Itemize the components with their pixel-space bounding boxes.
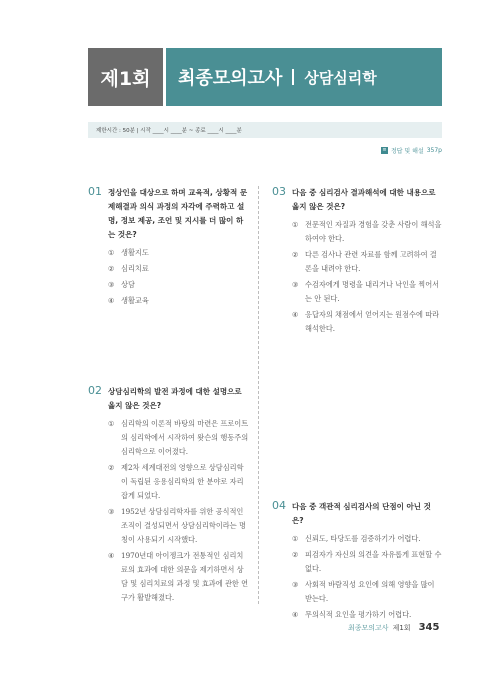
option-item: [108, 505, 250, 547]
option-item: [292, 308, 442, 336]
option-mark: ④: [108, 296, 115, 305]
option-list: [108, 246, 250, 308]
option-text: 피검자가 자신의 의견을 자유롭게 표현할 수 없다.: [305, 550, 442, 573]
option-mark: ②: [108, 463, 115, 472]
option-text: 생활교육: [121, 296, 149, 305]
option-mark: ③: [292, 580, 299, 589]
option-mark: ③: [108, 507, 115, 516]
question-1: [88, 186, 250, 310]
option-list: [108, 417, 250, 605]
option-mark: ④: [108, 551, 115, 560]
time-limit-text: 제한시간 : 50분 | 시작 ____시 ____분 ~ 종료 ____시 ____분: [96, 128, 242, 134]
answer-reference: [381, 146, 442, 155]
subject-title: 상담심리학: [304, 68, 377, 87]
question-text: 다음 중 심리검사 결과해석에 대한 내용으로 옳지 않은 것은?: [292, 188, 436, 211]
option-text: 수검자에게 명령을 내리거나 낙인을 찍어서는 안 된다.: [305, 280, 440, 303]
question-4: [272, 500, 442, 624]
option-item: [108, 246, 250, 260]
option-text: 심리치료: [121, 264, 149, 273]
option-list: [292, 218, 442, 336]
option-mark: ④: [292, 310, 299, 319]
option-item: [292, 218, 442, 246]
option-item: [292, 578, 442, 606]
question-number: 02: [88, 384, 102, 397]
option-mark: ②: [292, 250, 299, 259]
answer-ref-page: 357p: [426, 147, 442, 154]
option-list: [292, 532, 442, 622]
round-badge: [88, 48, 163, 106]
question-text: 다음 중 객관적 심리검사의 단점이 아닌 것은?: [292, 502, 431, 525]
option-text: 생활지도: [121, 248, 149, 257]
page-title: 최종모의고사: [178, 68, 283, 89]
option-item: [108, 262, 250, 276]
time-limit-bar: [88, 122, 442, 138]
column-divider: [258, 186, 259, 604]
title-banner: [166, 48, 442, 106]
option-item: [108, 278, 250, 292]
option-text: 심리학의 이론적 바탕의 마련은 프로이트의 심리학에서 시작하여 왓슨의 행동주의 심리학으로 이어졌다.: [121, 419, 249, 456]
option-mark: ①: [292, 534, 299, 543]
page-number: 345: [418, 622, 440, 633]
option-mark: ②: [292, 550, 299, 559]
option-text: 1970년대 아이젱크가 전통적인 심리치료의 효과에 대한 의문을 제기하면서 상담 및 심리치료의 과정 및 효과에 관한 연구가 활발해졌다.: [121, 551, 249, 602]
answer-ref-label: 정답 및 해설: [390, 148, 424, 155]
option-mark: ③: [108, 280, 115, 289]
option-item: [108, 417, 250, 459]
option-item: [108, 461, 250, 503]
title-separator: [292, 69, 294, 85]
option-text: 무의식적 요인을 평가하기 어렵다.: [305, 610, 412, 619]
question-number: 01: [88, 185, 102, 198]
page-footer: [348, 622, 439, 633]
option-item: [292, 278, 442, 306]
option-text: 상담: [121, 280, 135, 289]
question-3: [272, 186, 442, 338]
book-icon: ≡: [382, 147, 387, 153]
option-item: [108, 294, 250, 308]
option-text: 다른 검사나 관련 자료를 함께 고려하여 결론을 내려야 한다.: [305, 250, 437, 273]
option-text: 전문적인 자질과 경험을 갖춘 사람이 해석을 하여야 한다.: [305, 220, 442, 243]
question-text: 상담심리학의 발전 과정에 대한 설명으로 옳지 않은 것은?: [108, 387, 242, 410]
question-2: [88, 385, 250, 607]
question-number: 04: [272, 499, 286, 512]
option-text: 응답자의 채점에서 얻어지는 원점수에 따라 해석한다.: [305, 310, 440, 333]
option-item: [108, 549, 250, 605]
question-number: 03: [272, 185, 286, 198]
option-item: [292, 248, 442, 276]
footer-label: 최종모의고사: [348, 624, 389, 632]
footer-round: 제1회: [392, 624, 411, 632]
option-mark: ①: [108, 248, 115, 257]
option-text: 1952년 상담심리학자를 위한 공식적인 조직이 결성되면서 상담심리학이라는 명칭이 사용되기 시작했다.: [121, 507, 246, 544]
option-text: 신뢰도, 타당도를 검증하기가 어렵다.: [305, 534, 421, 543]
option-mark: ②: [108, 264, 115, 273]
option-mark: ③: [292, 280, 299, 289]
option-text: 사회적 바람직성 요인에 의해 영향을 많이 받는다.: [305, 580, 435, 603]
option-mark: ①: [108, 419, 115, 428]
option-item: [292, 532, 442, 546]
option-item: [292, 608, 442, 622]
option-mark: ①: [292, 220, 299, 229]
option-item: [292, 548, 442, 576]
option-text: 제2차 세계대전의 영향으로 상담심리학이 독립된 응용심리학의 한 분야로 자리 잡게 되었다.: [121, 463, 244, 500]
question-text: 정상인을 대상으로 하며 교육적, 상황적 문제해결과 의식 과정의 자각에 주력하고 설명, 정보 제공, 조언 및 지시를 더 많이 하는 것은?: [108, 188, 248, 239]
round-label: 제1회: [100, 67, 151, 90]
option-mark: ④: [292, 610, 299, 619]
